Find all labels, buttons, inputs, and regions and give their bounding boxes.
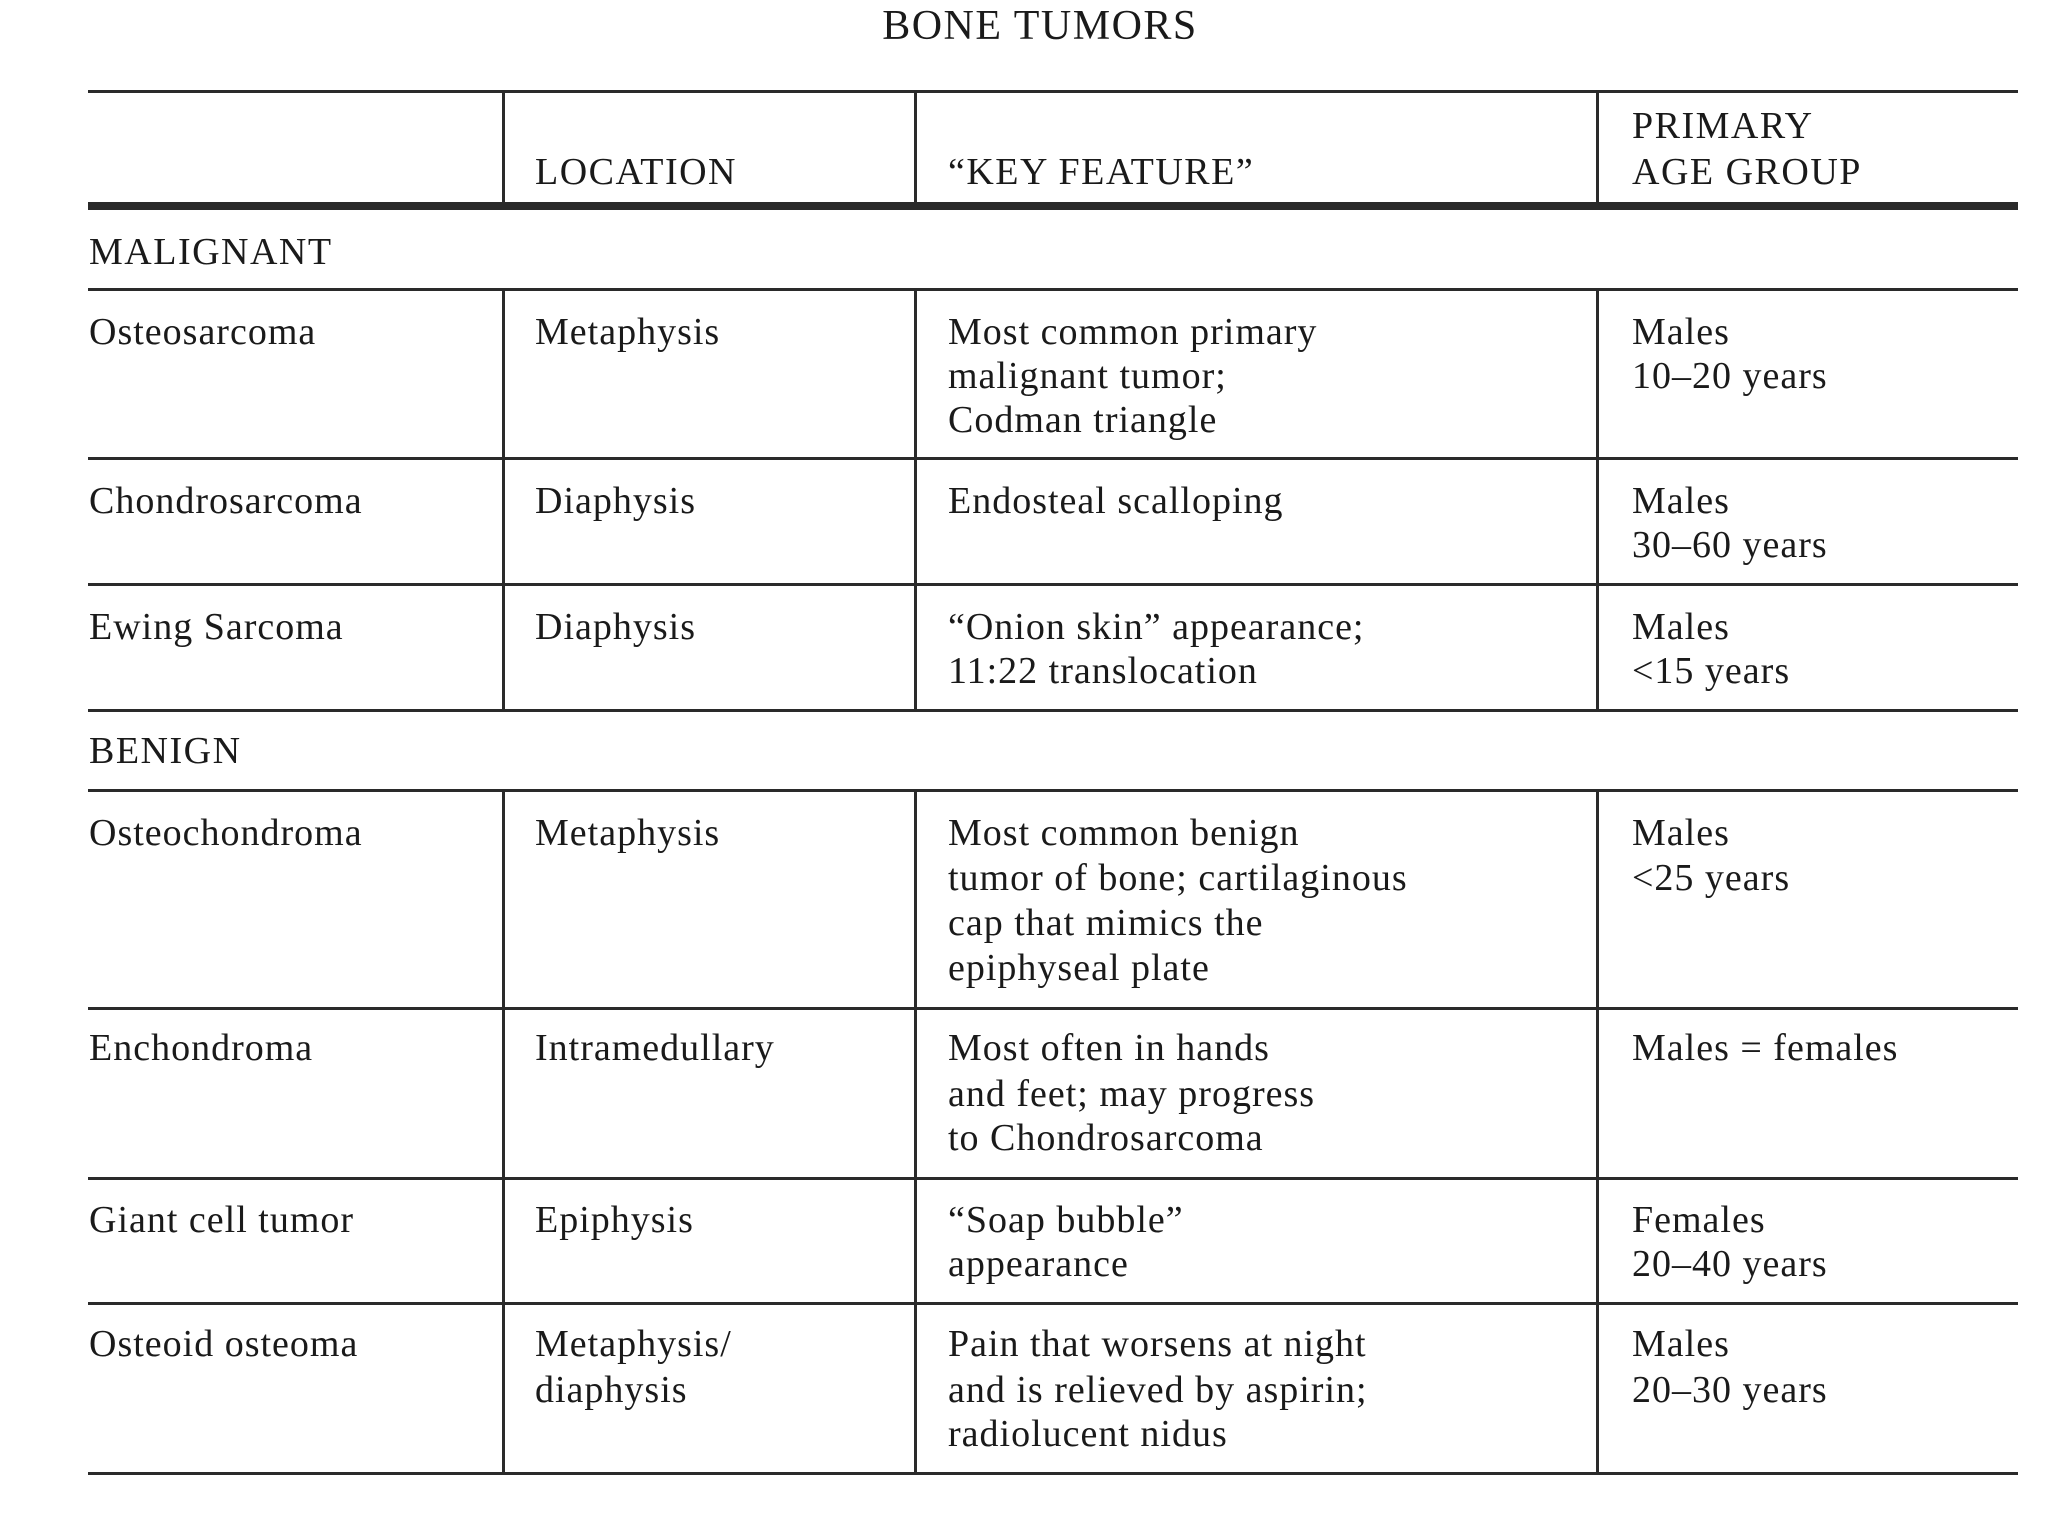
tumor-name: Osteosarcoma (89, 311, 317, 353)
tumor-feature: tumor of bone; cartilaginous (948, 857, 1408, 899)
tumor-name: Chondrosarcoma (89, 480, 363, 522)
tumor-location: Metaphysis/ (535, 1323, 732, 1365)
tumor-age: Males = females (1632, 1027, 1899, 1069)
tumor-feature: appearance (948, 1243, 1129, 1285)
tumor-feature: epiphyseal plate (948, 947, 1210, 989)
rule (88, 1007, 2018, 1010)
tumor-age: 20–40 years (1632, 1243, 1828, 1285)
rule-bottom (88, 1472, 2018, 1475)
tumor-age: Males (1632, 1323, 1730, 1365)
col-divider (914, 90, 917, 206)
tumor-age: Males (1632, 480, 1730, 522)
col-divider (914, 789, 917, 1475)
tumor-feature: to Chondrosarcoma (948, 1117, 1264, 1159)
rule (88, 709, 2018, 712)
tumor-feature: Endosteal scalloping (948, 480, 1284, 522)
tumor-age: 10–20 years (1632, 355, 1828, 397)
tumor-location: diaphysis (535, 1369, 688, 1411)
rule (88, 789, 2018, 792)
tumor-location: Diaphysis (535, 480, 696, 522)
tumor-name: Osteoid osteoma (89, 1323, 359, 1365)
section-label-malignant: MALIGNANT (89, 231, 333, 273)
tumor-feature: “Onion skin” appearance; (948, 606, 1365, 648)
tumor-feature: Most common benign (948, 812, 1300, 854)
tumor-age: 20–30 years (1632, 1369, 1828, 1411)
tumor-age: 30–60 years (1632, 524, 1828, 566)
tumor-feature: “Soap bubble” (948, 1199, 1184, 1241)
tumor-feature: 11:22 translocation (948, 650, 1258, 692)
tumor-feature: and is relieved by aspirin; (948, 1369, 1368, 1411)
tumor-location: Intramedullary (535, 1027, 775, 1069)
col-divider (502, 789, 505, 1475)
header-primary: PRIMARY (1632, 105, 1814, 147)
col-divider (914, 288, 917, 712)
section-label-benign: BENIGN (89, 730, 242, 772)
header-age-group: AGE GROUP (1632, 151, 1862, 193)
tumor-feature: Pain that worsens at night (948, 1323, 1367, 1365)
rule (88, 288, 2018, 291)
tumor-location: Epiphysis (535, 1199, 694, 1241)
tumor-feature: radiolucent nidus (948, 1413, 1228, 1455)
tumor-name: Ewing Sarcoma (89, 606, 344, 648)
header-location: LOCATION (535, 151, 737, 193)
col-divider (1596, 288, 1599, 712)
col-divider (1596, 90, 1599, 206)
col-divider (502, 288, 505, 712)
tumor-location: Metaphysis (535, 812, 721, 854)
rule (88, 457, 2018, 460)
tumor-name: Giant cell tumor (89, 1199, 355, 1241)
tumor-age: <15 years (1632, 650, 1791, 692)
rule (88, 1177, 2018, 1180)
rule-header (88, 202, 2018, 210)
tumor-age: Males (1632, 812, 1730, 854)
table-title: BONE TUMORS (882, 3, 1198, 49)
col-divider (502, 90, 505, 206)
rule (88, 1302, 2018, 1305)
tumor-feature: Most common primary (948, 311, 1318, 353)
tumor-feature: Codman triangle (948, 399, 1218, 441)
tumor-location: Diaphysis (535, 606, 696, 648)
tumor-feature: cap that mimics the (948, 902, 1264, 944)
tumor-name: Enchondroma (89, 1027, 314, 1069)
tumor-location: Metaphysis (535, 311, 721, 353)
tumor-feature: and feet; may progress (948, 1073, 1316, 1115)
tumor-age: Males (1632, 311, 1730, 353)
tumor-feature: Most often in hands (948, 1027, 1270, 1069)
rule-top (88, 90, 2018, 93)
rule (88, 583, 2018, 586)
header-key-feature: “KEY FEATURE” (948, 151, 1255, 193)
tumor-age: Females (1632, 1199, 1766, 1241)
col-divider (1596, 789, 1599, 1475)
tumor-age: Males (1632, 606, 1730, 648)
tumor-name: Osteochondroma (89, 812, 363, 854)
tumor-age: <25 years (1632, 857, 1791, 899)
tumor-feature: malignant tumor; (948, 355, 1227, 397)
